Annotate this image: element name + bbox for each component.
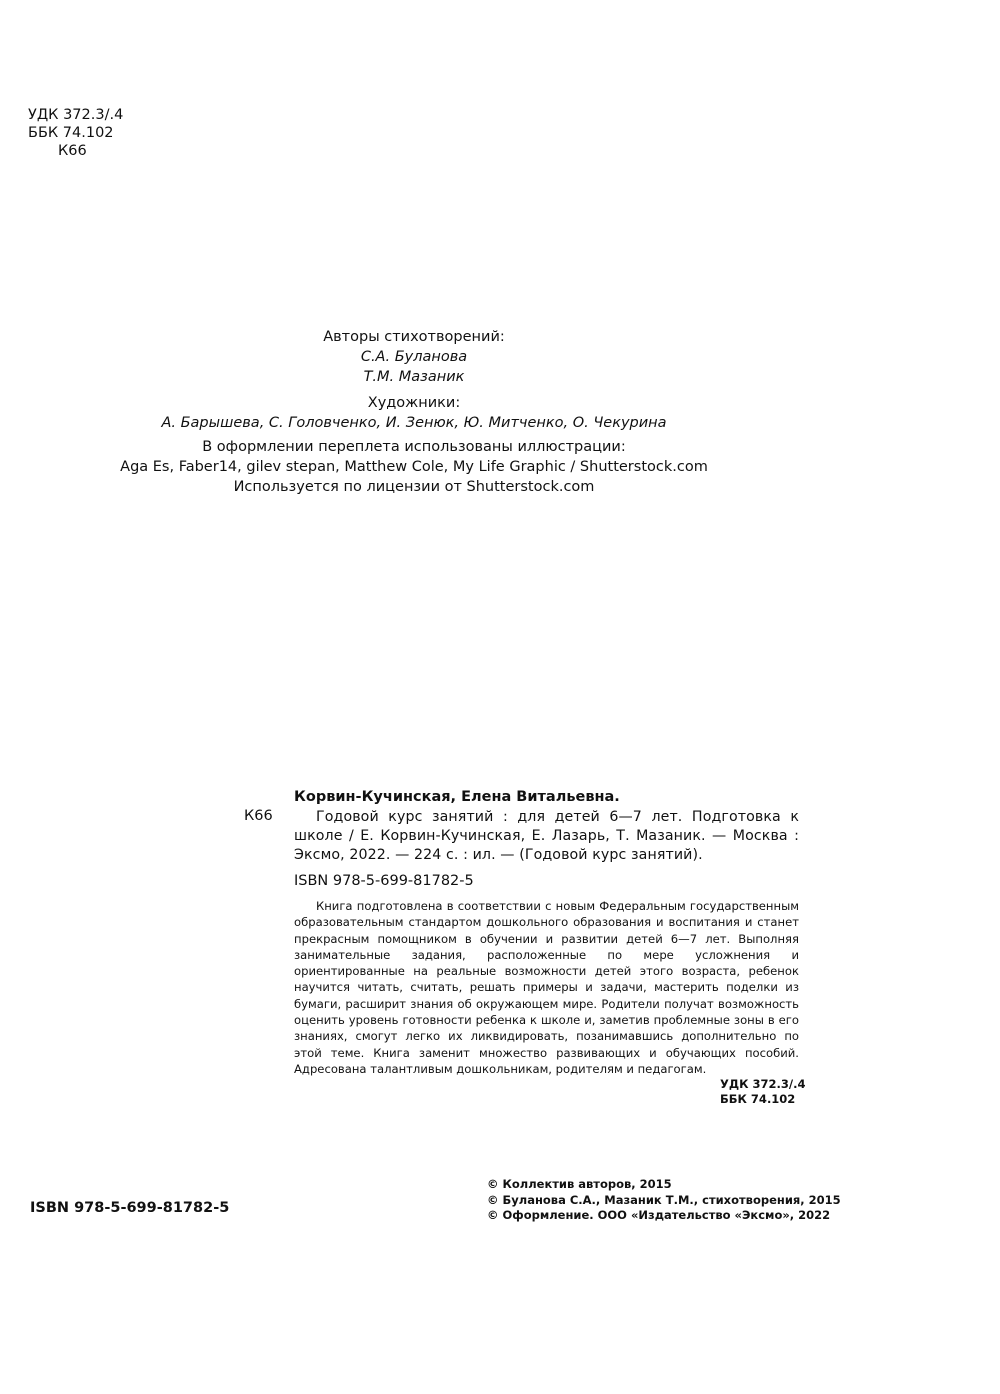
copyright-line: © Буланова С.А., Мазаник Т.М., стихотворения, 2015 xyxy=(487,1192,841,1207)
license-note: Используется по лицензии от Shutterstock.com xyxy=(233,479,595,495)
udk-code: УДК 372.3/.4 xyxy=(28,107,124,123)
bibliographic-record: Годовой курс занятий : для детей 6—7 лет. Подготовка к школе / Е. Корвин-Кучинская, Е. Лазарь, Т. Мазаник. — Москва : Эксмо, 2022. — 224 с. : ил. — (Годовой курс занятий). xyxy=(294,809,799,863)
book-abstract: Книга подготовлена в соответствии с новым Федеральным государственным образовательным стандартом дошкольного образования и воспитания и станет прекрасным помощником в обучении и развитии детей 6—7 лет. Выполняя занимательные задания, расположенные по мере усложнения и ориентированные на реальные возможности детей этого возраста, ребенок научится читать, считать, решать примеры и задачи, мастерить поделки из бумаги, расширит знания об окружающем мире. Родители получат возможность оценить уровень готовности ребенка к школе и, заметив проблемные зоны в его знаниях, смогут легко их ликвидировать, позанимавшись дополнительно по этой теме. Книга заменит множество развивающих и обучающих пособий. Адресована талантливым дошкольникам, родителям и педагогам. xyxy=(294,899,799,1076)
poem-author: Т.М. Мазаник xyxy=(363,369,465,385)
classification-block xyxy=(28,106,123,160)
bibliographic-isbn: ISBN 978-5-699-81782-5 xyxy=(294,873,474,889)
bibliographic-author: Корвин-Кучинская, Елена Витальевна. xyxy=(294,789,620,805)
copyright-line: © Оформление. ООО «Издательство «Эксмо», 2022 xyxy=(487,1208,831,1222)
artists-block xyxy=(60,393,768,433)
author-mark: К66 xyxy=(58,143,87,159)
cover-sources: Aga Es, Faber14, gilev stepan, Matthew Cole, My Life Graphic / Shutterstock.com xyxy=(120,459,708,475)
bbk-code-bottom: ББК 74.102 xyxy=(720,1092,796,1106)
poem-author: С.А. Буланова xyxy=(360,349,468,365)
poems-heading: Авторы стихотворений: xyxy=(323,329,505,345)
classification-bottom xyxy=(720,1077,805,1107)
udk-code-bottom: УДК 372.3/.4 xyxy=(720,1077,806,1091)
copyright-block xyxy=(487,1177,841,1224)
cover-credits-block xyxy=(60,437,768,497)
artists-heading: Художники: xyxy=(367,395,461,411)
poem-authors-block xyxy=(60,327,768,387)
cover-heading: В оформлении переплета использованы иллюстрации: xyxy=(202,439,626,455)
bbk-code: ББК 74.102 xyxy=(28,125,114,141)
isbn-bottom: ISBN 978-5-699-81782-5 xyxy=(30,1200,230,1216)
bibliographic-mark: К66 xyxy=(244,808,273,824)
artists-list: А. Барышева, С. Головченко, И. Зенюк, Ю. Митченко, О. Чекурина xyxy=(161,415,667,431)
copyright-line: © Коллектив авторов, 2015 xyxy=(487,1177,672,1191)
